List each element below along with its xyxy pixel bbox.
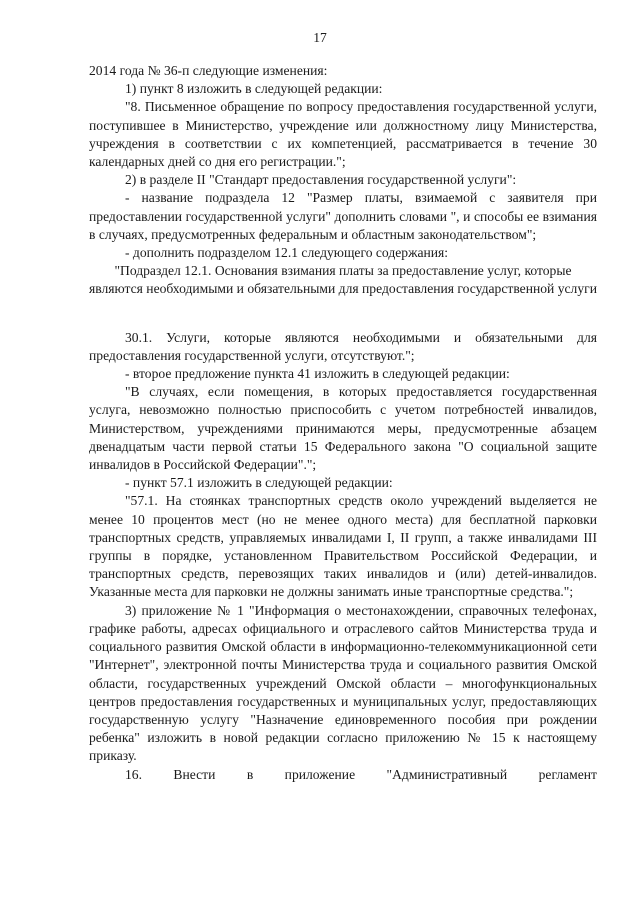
paragraph: "57.1. На стоянках транспортных средств около учреждений выделяется не менее 10 процентов мест (но не менее одного места) для бесплатной парковки транспортных средств, управляемых инвалидами I, II групп, а также инвалидами III группы в порядке, установленном Правительством Российской Федерации, и транспортных средств, перевозящих таких инвалидов и (или) детей-инвалидов. Указанные места для парковки не должны занимать иные транспортные средства."; <box>89 493 597 600</box>
paragraph: - пункт 57.1 изложить в следующей редакции: <box>125 475 393 491</box>
paragraph: 16. Внести в приложение "Административный регламент <box>125 766 597 782</box>
paragraph: 3) приложение № 1 "Информация о местонахождении, справочных телефонах, графике работы, адресах официального и отраслевого сайтов Министерства труда и социального развития Омской области в информационно-телекоммуникационной сети "Интернет", электронной почты Министерства труда и социального развития Омской области, государственных учреждений Омской области – многофункциональных центров предоставления государственных и муниципальных услуг, предоставляющих государственную услугу "Назначение единовременного пособия при рождении ребенка" изложить в новой редакции согласно приложению № 15 к настоящему приказу. <box>89 602 597 764</box>
subsection-heading: "Подраздел 12.1. Основания взимания платы за предоставление услуг, которые являются необходимыми и обязательными для предоставления государственной услуги <box>89 263 597 297</box>
paragraph: - дополнить подразделом 12.1 следующего содержания: <box>125 245 449 261</box>
paragraph: 2) в разделе II "Стандарт предоставления государственной услуги": <box>125 172 517 188</box>
paragraph: "8. Письменное обращение по вопросу предоставления государственной услуги, поступившее в Министерство, учреждение или должностному лицу Министерства, учреждения в соответствии с их компетенцией, рассматривается в течение 30 календарных дней со дня его регистрации."; <box>89 99 597 170</box>
document-body <box>89 62 597 784</box>
page-number: 17 <box>313 30 327 45</box>
paragraph: - второе предложение пункта 41 изложить в следующей редакции: <box>125 366 510 382</box>
paragraph: - название подраздела 12 "Размер платы, взимаемой с заявителя при предоставлении государственной услуги" дополнить словами ", и способы ее взимания в случаях, предусмотренных федеральным и областным законодательством"; <box>89 190 597 242</box>
paragraph: 1) пункт 8 изложить в следующей редакции: <box>125 81 383 97</box>
paragraph: 2014 года № 36-п следующие изменения: <box>89 63 328 78</box>
paragraph: "В случаях, если помещения, в которых предоставляется государственная услуга, невозможно полностью приспособить с учетом потребностей инвалидов, Министерством, учреждениями принимаются меры, предусмотренные абзацем двенадцатым части первой статьи 15 Федерального закона "О социальной защите инвалидов в Российской Федерации"."; <box>89 384 597 473</box>
paragraph: 30.1. Услуги, которые являются необходимыми и обязательными для предоставления государственной услуги, отсутствуют."; <box>89 329 597 363</box>
spacer <box>89 299 597 329</box>
